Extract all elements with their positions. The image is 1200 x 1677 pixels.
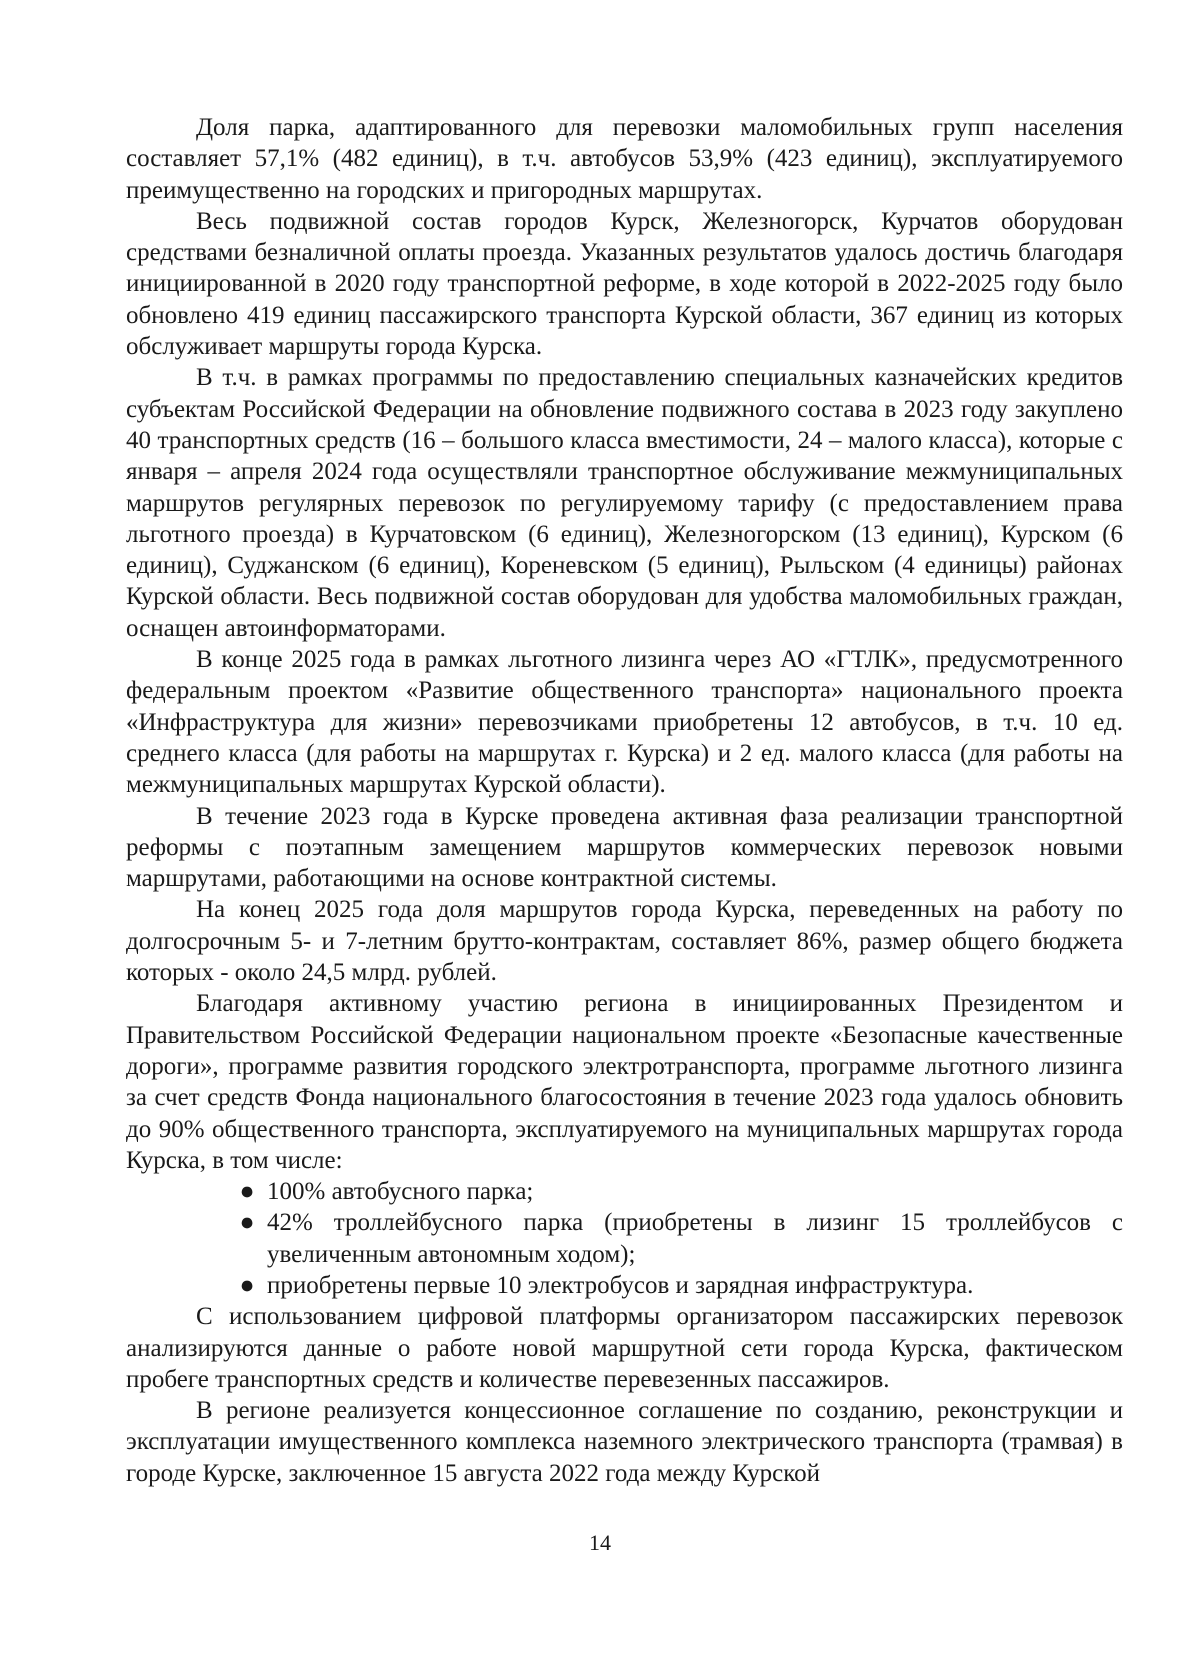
bullet-text: 42% троллейбусного парка (приобретены в лизинг 15 троллейбусов с увеличенным автономным ходом); — [267, 1209, 1123, 1268]
paragraph-treasury-credits: В т.ч. в рамках программы по предоставлению специальных казначейских кредитов субъектам Российской Федерации на обновление подвижного состава в 2023 году закуплено 40 транспортных средств (16 – большого класса вместимости, 24 – малого класса), которые с января – апреля 2024 года осуществляли транспортное обслуживание межмуниципальных маршрутов регулярных перевозок по регулируемому тарифу (с предоставлением права льготного проезда) в Курчатовском (6 единиц), Железногорском (13 единиц), Курском (6 единиц), Суджанском (6 единиц), Кореневском (5 единиц), Рыльском (4 единицы) районах Курской области. Весь подвижной состав оборудован для удобства маломобильных граждан, оснащен автоинформаторами. — [126, 364, 1123, 642]
bullet-text: 100% автобусного парка; — [267, 1178, 534, 1206]
paragraph-leasing-gtlk: В конце 2025 года в рамках льготного лизинга через АО «ГТЛК», предусмотренного федеральным проектом «Развитие общественного транспорта» национального проекта «Инфраструктура для жизни» перевозчиками приобретены 12 автобусов, в т.ч. 10 ед. среднего класса (для работы на маршрутах г. Курска) и 2 ед. малого класса (для работы на межмуниципальных маршрутах Курской области). — [126, 646, 1123, 799]
page-number: 14 — [589, 1530, 611, 1555]
paragraph-cashless-payment: Весь подвижной состав городов Курск, Железногорск, Курчатов оборудован средствами безналичной оплаты проезда. Указанных результатов удалось достичь благодаря инициированной в 2020 году транспортной реформе, в ходе которой в 2022-2025 году было обновлено 419 единиц пассажирского транспорта Курской области, 367 единиц из которых обслуживает маршруты города Курска. — [126, 207, 1123, 361]
bullet-list — [126, 1176, 1123, 1301]
paragraph-transport-reform: В течение 2023 года в Курске проведена активная фаза реализации транспортной реформы с поэтапным замещением маршрутов коммерческих перевозок новыми маршрутами, работающими на основе контрактной системы. — [126, 802, 1123, 893]
bullet-item — [239, 1270, 1123, 1301]
bullet-dot-icon: ● — [239, 1178, 255, 1206]
bullet-dot-icon: ● — [239, 1209, 255, 1237]
bullet-item — [239, 1176, 1123, 1207]
paragraph-digital-platform: С использованием цифровой платформы организатором пассажирских перевозок анализируются данные о работе новой маршрутной сети города Курска, фактическом пробеге транспортных средств и количестве перевезенных пассажиров. — [126, 1303, 1123, 1393]
paragraph-gross-contracts: На конец 2025 года доля маршрутов города Курска, переведенных на работу по долгосрочным 5- и 7-летним брутто-контрактам, составляет 86%, размер общего бюджета которых - около 24,5 млрд. рублей. — [126, 896, 1123, 987]
bullet-text: приобретены первые 10 электробусов и зарядная инфраструктура. — [267, 1271, 974, 1299]
document-body — [126, 112, 1123, 1489]
bullet-dot-icon: ● — [239, 1271, 255, 1299]
paragraph-tram-concession: В регионе реализуется концессионное соглашение по созданию, реконструкции и эксплуатации имущественного комплекса наземного электрического транспорта (трамвая) в городе Курске, заключенное 15 августа 2022 года между Курской — [126, 1397, 1123, 1487]
paragraph-accessible-fleet: Доля парка, адаптированного для перевозки маломобильных групп населения составляет 57,1% (482 единиц), в т.ч. автобусов 53,9% (423 единиц), эксплуатируемого преимущественно на городских и пригородных маршрутах. — [126, 114, 1123, 204]
bullet-item — [239, 1207, 1123, 1270]
paragraph-fleet-renewal: Благодаря активному участию региона в инициированных Президентом и Правительством Российской Федерации национальном проекте «Безопасные качественные дороги», программе развития городского электротранспорта, программе льготного лизинга за счет средств Фонда национального благосостояния в течение 2023 года удалось обновить до 90% общественного транспорта, эксплуатируемого на муниципальных маршрутах города Курска, в том числе: — [126, 990, 1123, 1174]
